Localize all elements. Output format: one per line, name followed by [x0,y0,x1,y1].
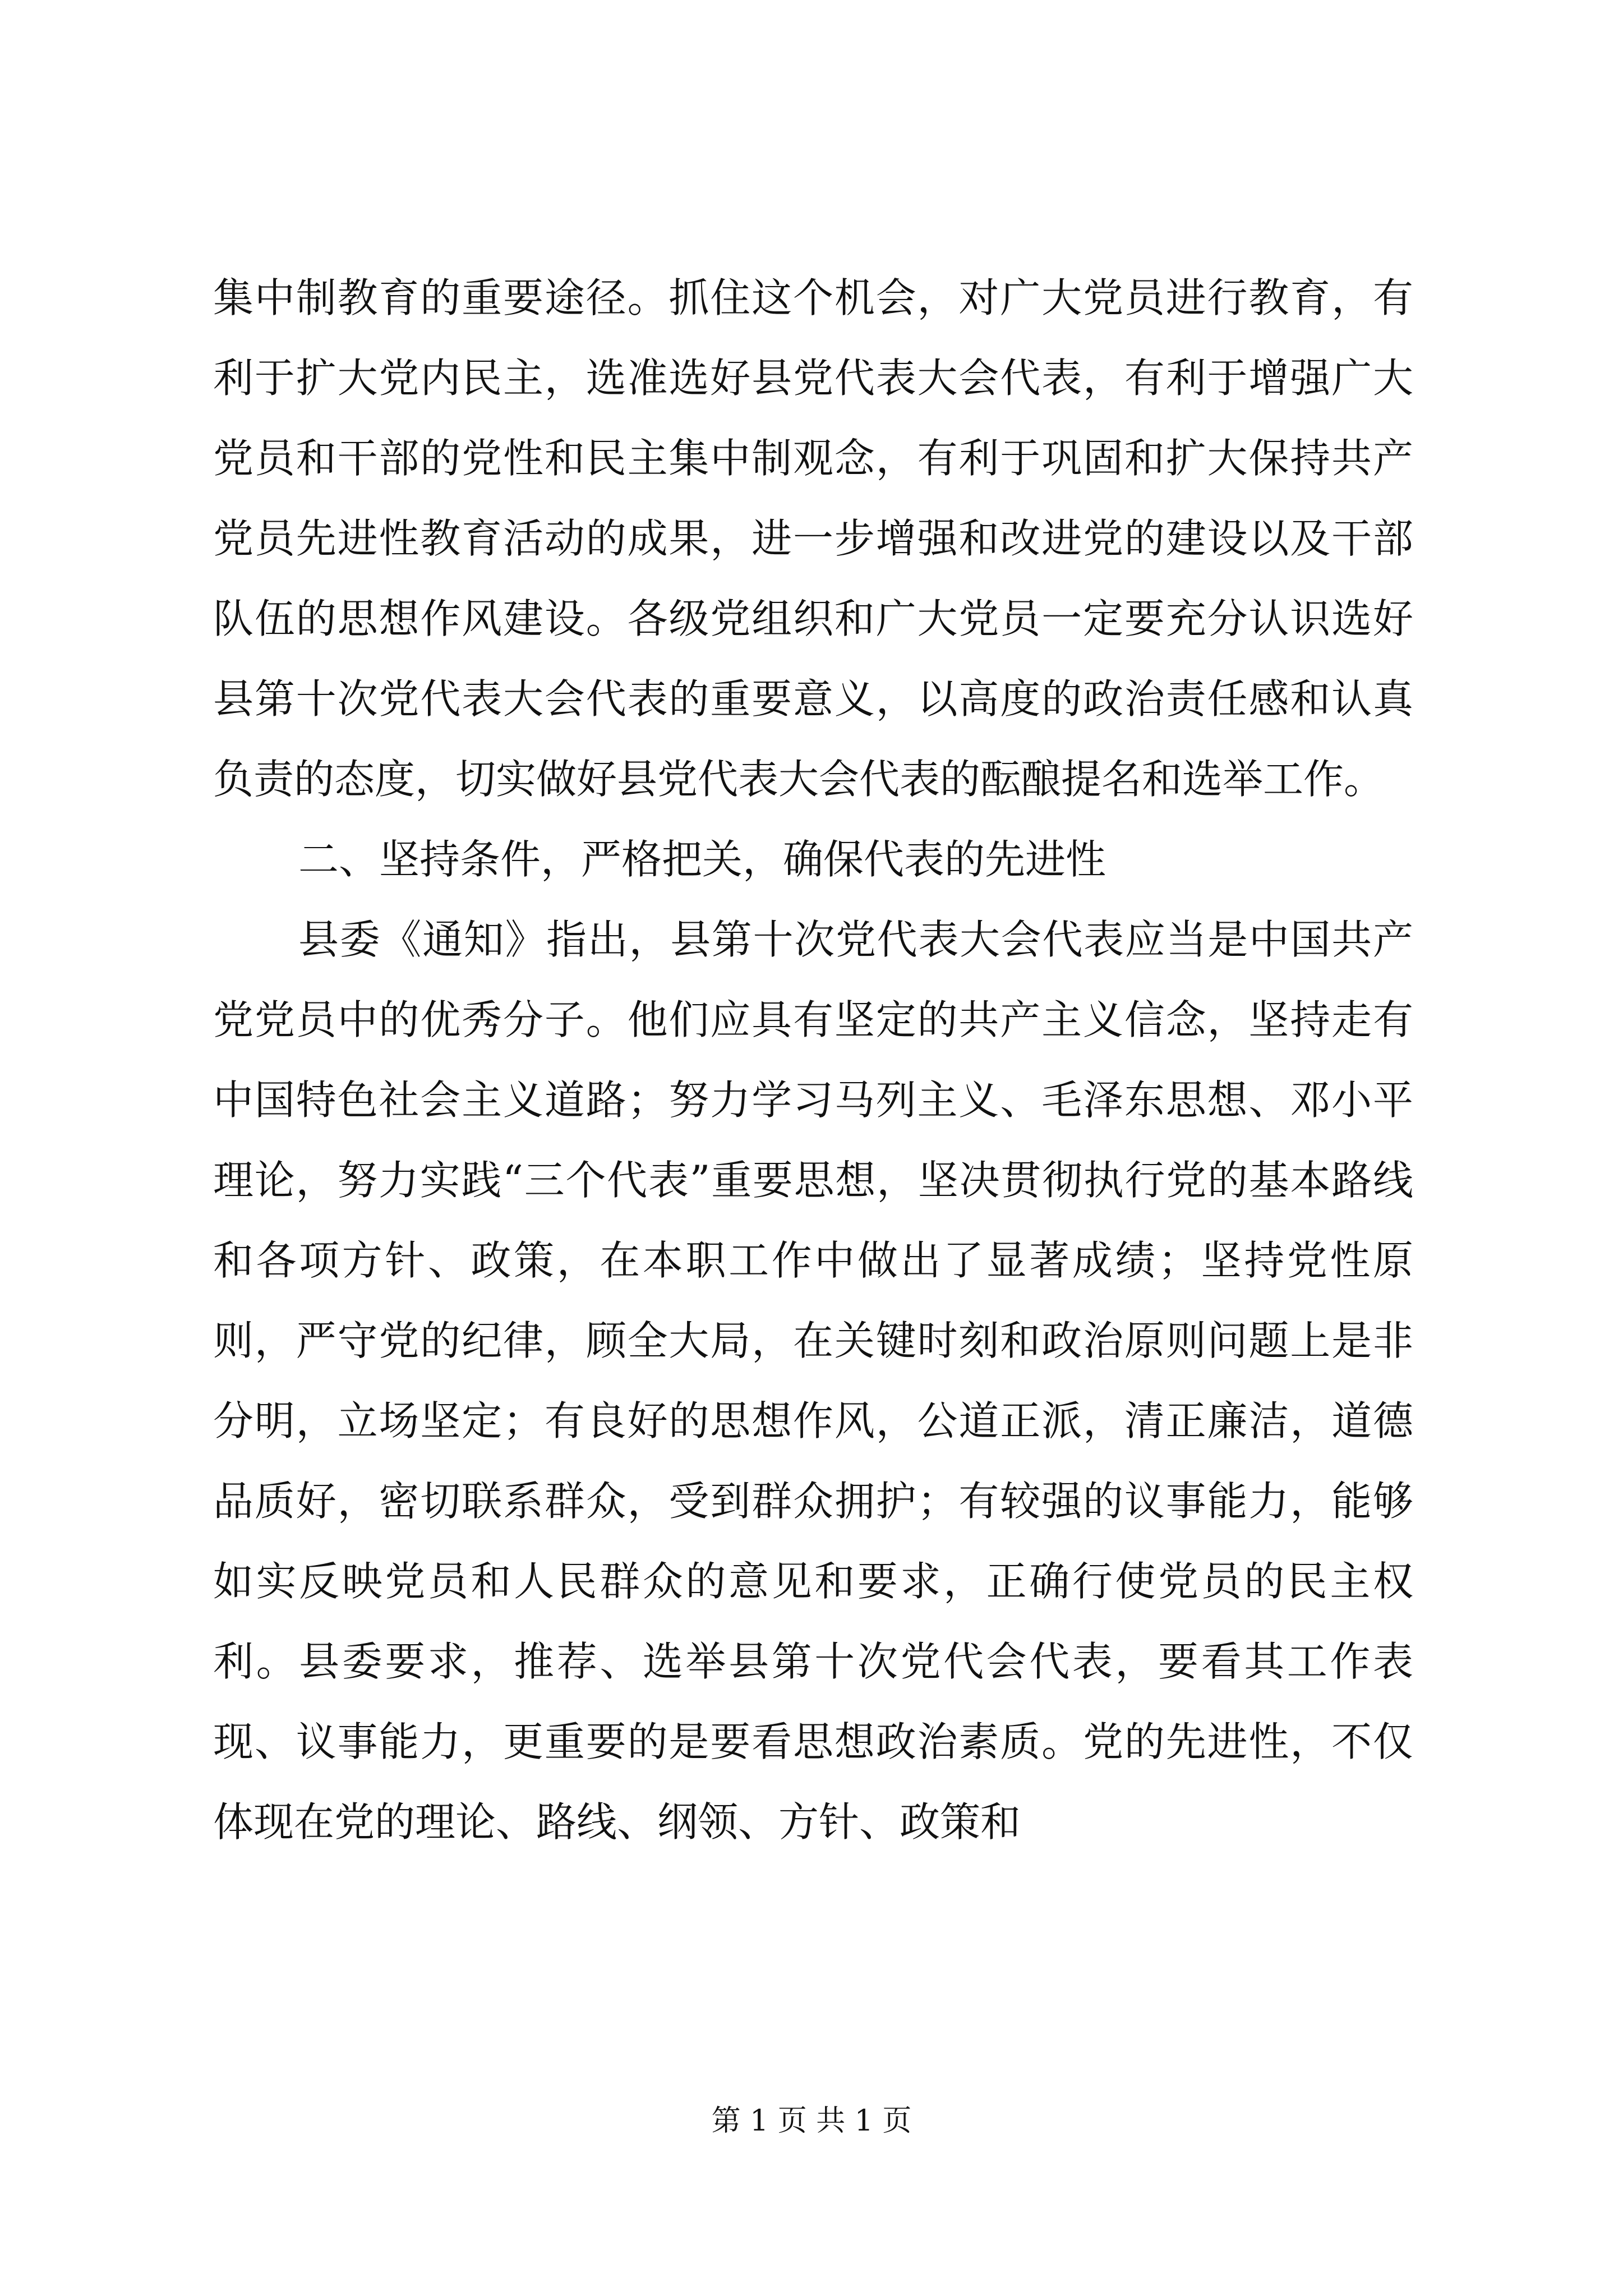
document-body [213,258,1413,1862]
paragraph: 县委《通知》指出，县第十次党代表大会代表应当是中国共产党党员中的优秀分子。他们应具有坚定的共产主义信念，坚持走有中国特色社会主义道路；努力学习马列主义、毛泽东思想、邓小平理论，努力实践“三个代表”重要思想，坚决贯彻执行党的基本路线和各项方针、政策，在本职工作中做出了显著成绩；坚持党性原则，严守党的纪律，顾全大局，在关键时刻和政治原则问题上是非分明，立场坚定；有良好的思想作风，公道正派，清正廉洁，道德品质好，密切联系群众，受到群众拥护；有较强的议事能力，能够如实反映党员和人民群众的意见和要求，正确行使党员的民主权利。县委要求，推荐、选举县第十次党代会代表，要看其工作表现、议事能力，更重要的是要看思想政治素质。党的先进性，不仅体现在党的理论、路线、纲领、方针、政策和 [213,916,1413,1846]
section-heading: 二、坚持条件，严格把关，确保代表的先进性 [298,836,1106,883]
paragraph-continuation: 集中制教育的重要途径。抓住这个机会，对广大党员进行教育，有利于扩大党内民主，选准选好县党代表大会代表，有利于增强广大党员和干部的党性和民主集中制观念，有利于巩固和扩大保持共产党员先进性教育活动的成果，进一步增强和改进党的建设以及干部队伍的思想作风建设。各级党组织和广大党员一定要充分认识选好县第十次党代表大会代表的重要意义，以高度的政治责任感和认真负责的态度，切实做好县党代表大会代表的酝酿提名和选举工作。 [213,274,1413,803]
page-footer: 第 1 页 共 1 页 [711,2104,912,2138]
